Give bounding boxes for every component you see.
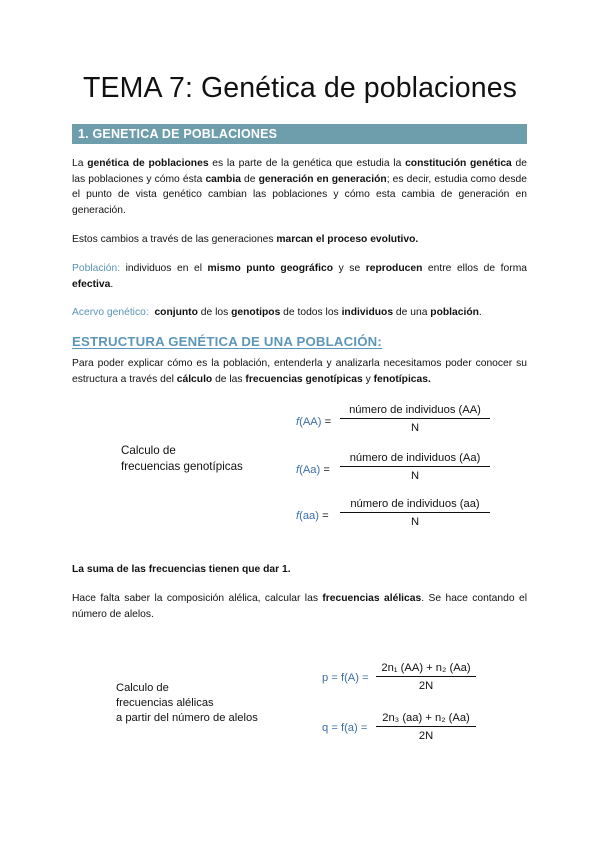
paragraph-composicion-alelica: Hace falta saber la composición alélica, calcular las frecuencias alélicas. Se hace contando el número de alelos. xyxy=(72,593,527,620)
page-title: TEMA 7: Genética de poblaciones xyxy=(82,72,518,104)
formula-q-allele-a: q = f(a) = $\frac{\text{2n₃ (aa) + n₂ (Aa)}}{2N}$ xyxy=(322,712,482,752)
allelic-frequency-label: Calculo de frecuencias alélicas a partir del número de alelos xyxy=(116,682,258,724)
paragraph-poblacion: Población: individuos en el mismo punto geográfico y se reproducen entre ellos de forma efectiva. xyxy=(72,263,527,290)
paragraph-estructura: Para poder explicar cómo es la población, entenderla y analizarla necesitamos poder conocer su estructura a través del cálculo de las frecuencias genotípicas y fenotípicas. xyxy=(72,358,527,385)
subheading-estructura-genetica: ESTRUCTURA GENÉTICA DE UNA POBLACIÓN: xyxy=(72,334,382,349)
paragraph-acervo-genetico: Acervo genético: conjunto de los genotipos de todos los individuos de una población. xyxy=(72,307,482,318)
term-acervo-genetico: Acervo genético: xyxy=(72,307,149,318)
formula-f-Aa: f(Aa) = número de individuos (Aa) N xyxy=(296,452,516,492)
term-poblacion: Población: xyxy=(72,263,121,274)
paragraph-definition: La genética de poblaciones es la parte de la genética que estudia la constitución genética de las poblaciones y cómo ésta cambia de generación en generación; es decir, estudia como desde el punto de vista genético cambian las poblaciones y cómo esta cambia de generación en generación. xyxy=(72,158,528,216)
formula-f-aa: f(aa) = número de individuos (aa) N xyxy=(296,498,516,538)
formula-p-allele-A: p = f(A) = $\frac{\text{2n₁ (AA) + n₂ (Aa)}}{2N}$ xyxy=(322,662,482,702)
paragraph-suma-frecuencias: La suma de las frecuencias tienen que dar 1. xyxy=(72,564,291,575)
formula-f-AA: f(AA) = número de individuos (AA) N xyxy=(296,404,516,444)
section-heading-genetica-de-poblaciones: 1. GENETICA DE POBLACIONES xyxy=(72,124,527,144)
genotypic-frequency-label: Calculo de frecuencias genotípicas xyxy=(121,444,243,473)
paragraph-evolution: Estos cambios a través de las generaciones marcan el proceso evolutivo. xyxy=(72,234,419,245)
